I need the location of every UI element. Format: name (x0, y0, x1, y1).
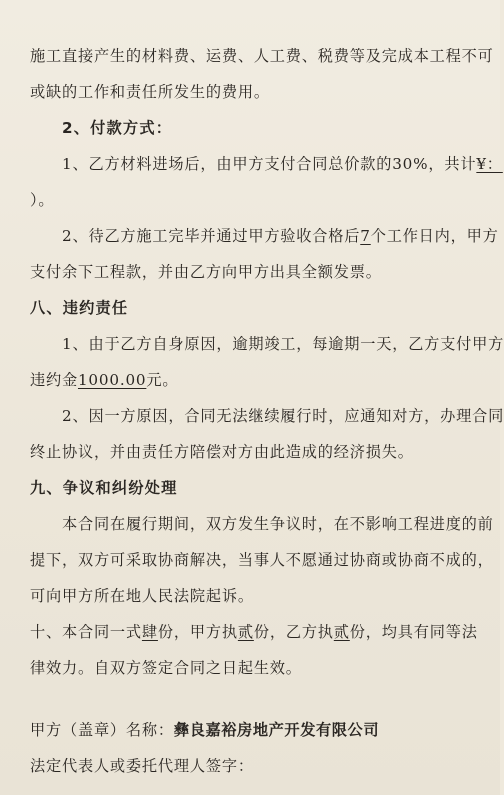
section-10-text-a: 十、本合同一式 (30, 623, 142, 641)
payment-days-value: 7 (360, 227, 371, 245)
section-9-line-1: 本合同在履行期间，双方发生争议时，在不影响工程进度的前 (62, 515, 494, 533)
payment-item-2-text-pre: 2、待乙方施工完毕并通过甲方验收合格后 (62, 227, 361, 245)
representative-signature-label: 法定代表人或委托代理人签字： (30, 757, 254, 775)
payment-item-2-line-1 (62, 226, 499, 246)
section-10-line-1 (30, 622, 478, 642)
costs-line-1: 施工直接产生的材料费、运费、人工费、税费等及完成本工程不可 (30, 47, 494, 65)
party-a-label: 甲方（盖章）名称： (30, 721, 174, 739)
section-8-heading: 八、违约责任 (30, 299, 129, 317)
penalty-amount: 1000.00 (77, 371, 147, 389)
penalty-label: 违约金 (30, 371, 78, 389)
copies-party-a: 贰 (237, 623, 254, 641)
section-8-item-2-line-2: 终止协议，并由责任方陪偿对方由此造成的经济损失。 (30, 443, 414, 461)
copies-party-b: 贰 (333, 623, 350, 641)
party-a-name: 彝良嘉裕房地产开发有限公司 (173, 721, 380, 739)
payment-item-2-line-2: 支付余下工程款，并由乙方向甲方出具全额发票。 (30, 263, 382, 281)
payment-item-1-line-1 (62, 154, 503, 174)
penalty-unit: 元。 (146, 371, 179, 389)
payment-item-1-line-2: ）。 (30, 191, 55, 209)
section-10-text-c: 份，乙方执 (253, 623, 334, 641)
section-8-item-2-line-1: 2、因一方原因，合同无法继续履行时，应通知对方，办理合同 (62, 407, 504, 425)
payment-item-2-text-post: 个工作日内，甲方 (370, 227, 499, 245)
section-9-line-3: 可向甲方所在地人民法院起诉。 (30, 587, 254, 605)
section-10-text-b: 份，甲方执 (157, 623, 238, 641)
section-9-line-2: 提下，双方可采取协商解决，当事人不愿通过协商或协商不成的， (30, 551, 494, 569)
party-a-line (30, 720, 379, 740)
section-8-item-1-line-1: 1、由于乙方自身原因，逾期竣工，每逾期一天，乙方支付甲方 (62, 335, 504, 353)
payment-heading: 2、付款方式： (62, 119, 173, 137)
payment-item-1-text: 1、乙方材料进场后，由甲方支付合同总价款的30%，共计 (62, 155, 477, 173)
copies-total: 肆 (141, 623, 158, 641)
payment-amount-blank: ¥： (476, 155, 503, 173)
section-10-line-2: 律效力。自双方签定合同之日起生效。 (30, 659, 302, 677)
costs-line-2: 或缺的工作和责任所发生的费用。 (30, 83, 270, 101)
section-10-text-d: 份，均具有同等法 (349, 623, 478, 641)
section-9-heading: 九、争议和纠纷处理 (30, 479, 178, 497)
section-8-item-1-line-2 (30, 370, 178, 390)
